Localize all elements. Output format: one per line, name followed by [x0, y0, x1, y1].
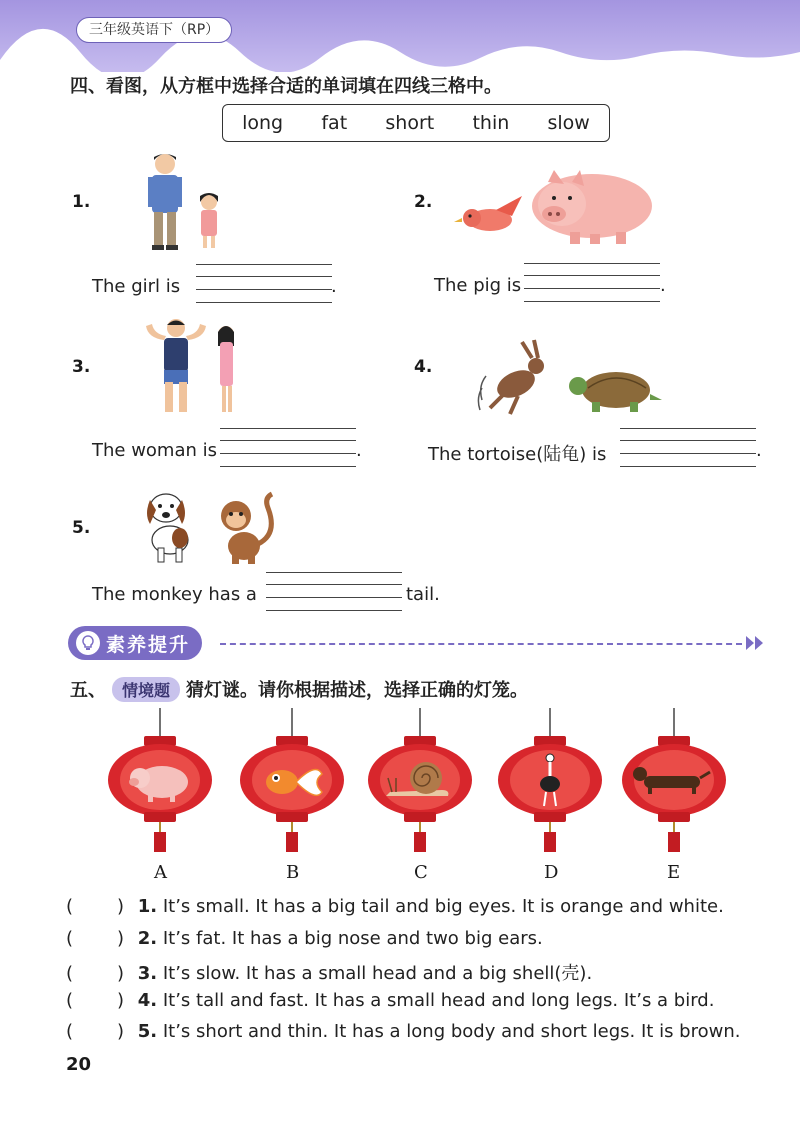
- banner-label: 素养提升: [106, 633, 191, 656]
- man-and-girl-illustration: [138, 150, 234, 254]
- lantern-a[interactable]: [100, 708, 220, 858]
- item-number: 2.: [414, 192, 433, 212]
- answer-blank[interactable]: ( ): [66, 928, 125, 949]
- four-line-writing-grid[interactable]: [620, 428, 756, 466]
- word-bank-item: short: [385, 112, 435, 134]
- riddle-question: [66, 928, 543, 949]
- word-bank-item: fat: [321, 112, 348, 134]
- word-bank-item: thin: [472, 112, 510, 134]
- rabbit-and-tortoise-illustration: [474, 338, 666, 420]
- riddle-question: [66, 959, 592, 985]
- question-number: 4.: [137, 990, 158, 1011]
- section4-title: 四、看图，从方框中选择合适的单词填在四线三格中。: [70, 76, 502, 97]
- item-sentence-before: The girl is: [92, 276, 181, 297]
- scenario-tag: 情境题: [112, 677, 180, 702]
- double-arrow-icon: [744, 634, 766, 652]
- item-sentence-after: tail.: [406, 584, 440, 605]
- bird-and-pig-illustration: [450, 168, 660, 248]
- section5-prefix: 五、: [70, 680, 106, 701]
- word-bank-item: long: [242, 112, 284, 134]
- item-sentence-before: The pig is: [434, 275, 522, 296]
- riddle-question: [66, 896, 724, 917]
- four-line-writing-grid[interactable]: [196, 264, 332, 302]
- question-number: 2.: [137, 928, 158, 949]
- item-sentence-before: The woman is: [92, 440, 218, 461]
- four-line-writing-grid[interactable]: [524, 263, 660, 301]
- four-line-writing-grid[interactable]: [220, 428, 356, 466]
- answer-blank[interactable]: ( ): [66, 963, 125, 984]
- lightbulb-icon: [76, 631, 100, 655]
- question-text: It’s tall and fast. It has a small head and long legs. It’s a bird.: [162, 990, 715, 1011]
- question-text: It’s slow. It has a small head and a big shell(壳).: [162, 963, 593, 984]
- lantern-letter: D: [544, 862, 559, 883]
- section5-title: [70, 676, 528, 702]
- item-sentence-after: .: [331, 276, 337, 297]
- answer-blank[interactable]: ( ): [66, 1021, 125, 1042]
- word-bank-item: slow: [547, 112, 590, 134]
- lantern-c[interactable]: [360, 708, 480, 858]
- lantern-letter: E: [667, 862, 681, 883]
- riddle-question: [66, 990, 714, 1011]
- item-sentence-before: The monkey has a: [92, 584, 257, 605]
- item-sentence-after: .: [756, 440, 762, 461]
- question-number: 5.: [137, 1021, 158, 1042]
- item-number: 1.: [72, 192, 91, 212]
- question-number: 1.: [137, 896, 158, 917]
- question-text: It’s fat. It has a big nose and two big ears.: [162, 928, 543, 949]
- item-number: 5.: [72, 518, 91, 538]
- lantern-e[interactable]: [614, 708, 734, 858]
- answer-blank[interactable]: ( ): [66, 896, 125, 917]
- word-bank: [222, 104, 610, 142]
- dog-and-monkey-illustration: [140, 484, 282, 566]
- lantern-d[interactable]: [490, 708, 610, 858]
- riddle-question: [66, 1021, 740, 1042]
- item-sentence-before: The tortoise(陆龟) is: [428, 444, 607, 465]
- lantern-letter: B: [286, 862, 300, 883]
- lantern-letter: C: [414, 862, 428, 883]
- book-label: 三年级英语下（RP）: [76, 17, 232, 43]
- item-sentence-after: .: [356, 440, 362, 461]
- item-number: 3.: [72, 357, 91, 377]
- question-text: It’s short and thin. It has a long body and short legs. It is brown.: [162, 1021, 741, 1042]
- section-banner: [68, 626, 202, 660]
- dashed-divider: [220, 643, 742, 645]
- four-line-writing-grid[interactable]: [266, 572, 402, 610]
- item-sentence-after: .: [660, 275, 666, 296]
- question-number: 3.: [137, 963, 158, 984]
- lantern-letter: A: [154, 862, 167, 883]
- item-number: 4.: [414, 357, 433, 377]
- section5-instruction: 猜灯谜。请你根据描述，选择正确的灯笼。: [186, 680, 529, 701]
- lantern-b[interactable]: [232, 708, 352, 858]
- man-and-woman-illustration: [138, 316, 248, 420]
- question-text: It’s small. It has a big tail and big eyes. It is orange and white.: [162, 896, 724, 917]
- page-number: 20: [66, 1054, 92, 1075]
- answer-blank[interactable]: ( ): [66, 990, 125, 1011]
